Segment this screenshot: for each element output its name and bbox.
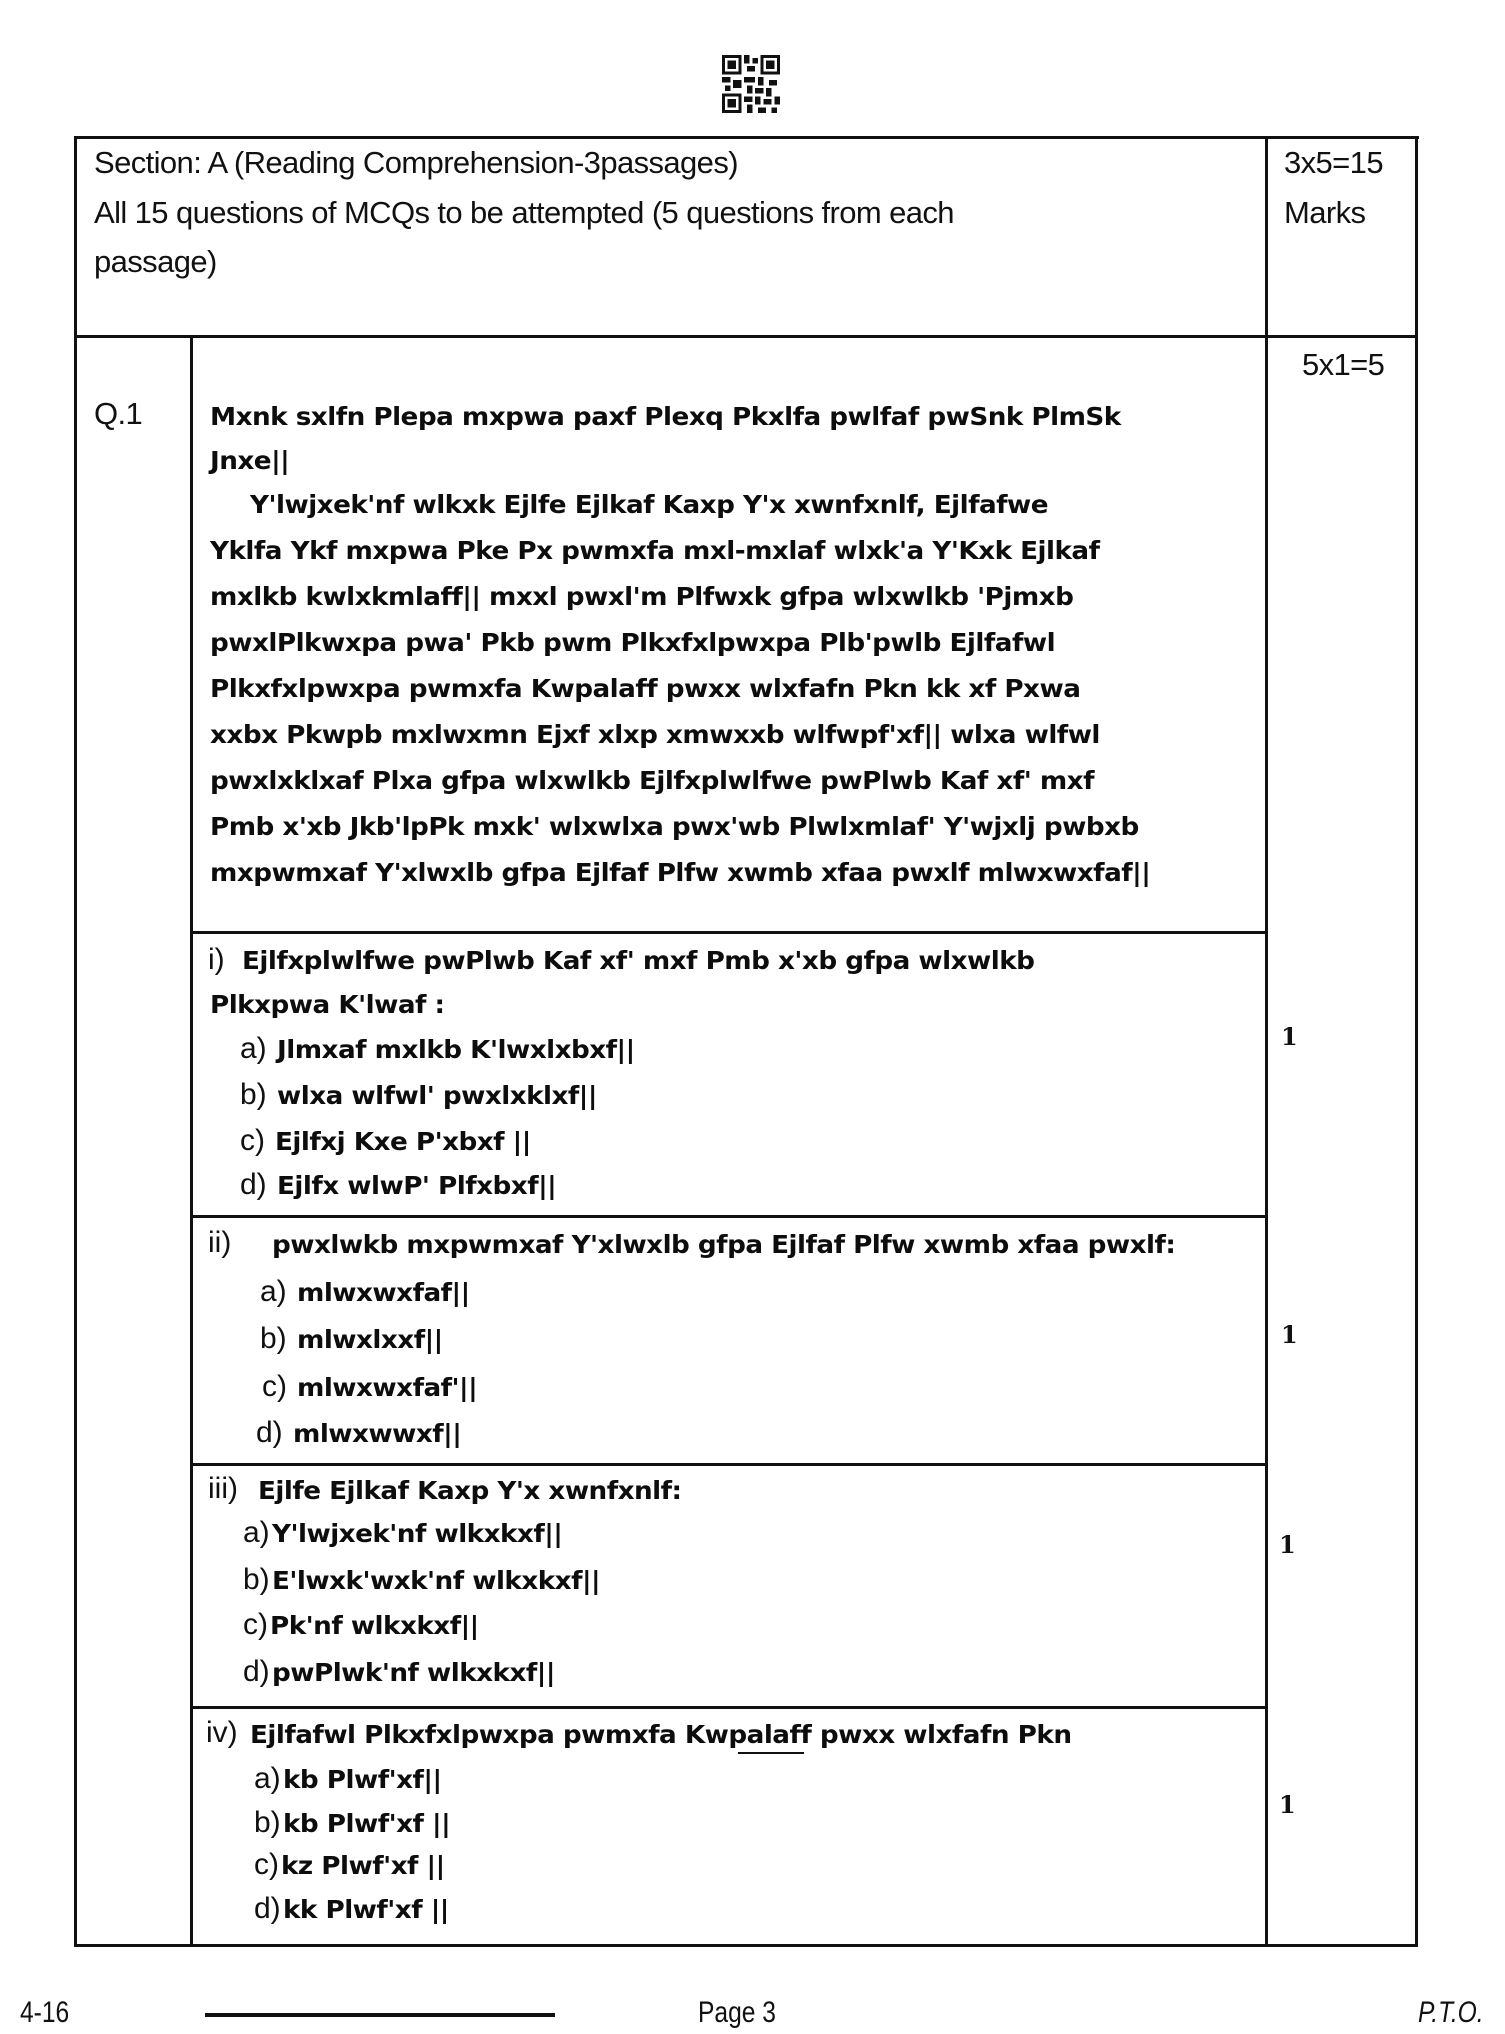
passage-line: Y'lwjxek'nf wlkxk Ejlfe Ejlkaf Kaxp Y'x xwnfxnlf, Ejlfafwe	[250, 490, 1049, 519]
option-text: mlwxwwxf||	[292, 1419, 461, 1448]
option-label: b)	[243, 1563, 270, 1596]
sub-question-label: iv)	[206, 1716, 238, 1749]
option-a[interactable]	[243, 1516, 563, 1550]
option-label: a)	[240, 1032, 267, 1065]
option-text: mlwxwxfaf'||	[297, 1373, 478, 1402]
option-text: Pk'nf wlkxkxf||	[270, 1611, 479, 1640]
option-c[interactable]	[243, 1608, 479, 1642]
option-a[interactable]	[260, 1275, 470, 1309]
option-c[interactable]	[262, 1370, 478, 1404]
section-instruction-line-2: passage)	[94, 244, 217, 279]
option-text: wlxa wlfwl' pwxlxklxf||	[276, 1081, 597, 1110]
subq-iii-bottom-divider	[190, 1706, 1267, 1709]
option-b[interactable]	[243, 1563, 600, 1597]
sub-question-label: iii)	[208, 1472, 238, 1505]
sub-question-stem: Ejlfe Ejlkaf Kaxp Y'x xwnfxnlf:	[258, 1476, 682, 1505]
passage-line: mxlkb kwlxkmlaff|| mxxl pwxl'm Plfwxk gfpa wlxwlkb 'Pjmxb	[210, 582, 1074, 611]
option-text: E'lwxk'wxk'nf wlkxkxf||	[271, 1566, 600, 1595]
footer-pto: P.T.O.	[1418, 1996, 1484, 2029]
passage-line: pwxlPlkwxpa pwa' Pkb pwm Plkxfxlpwxpa Plb'pwlb Ejlfafwl	[210, 628, 1056, 657]
option-label: c)	[243, 1608, 268, 1641]
subq-i-bottom-divider	[190, 1215, 1267, 1218]
passage-line: Pmb x'xb Jkb'lpPk mxk' wlxwlxa pwx'wb Plwlxmlaf' Y'wjxlj pwbxb	[210, 812, 1139, 841]
option-text: Ejlfxj Kxe P'xbxf ||	[275, 1127, 531, 1156]
option-label: d)	[256, 1416, 283, 1449]
section-title: Section: A (Reading Comprehension-3passages)	[94, 145, 738, 180]
option-text: kb Plwf'xf||	[282, 1765, 442, 1794]
passage-line: Jnxe||	[210, 446, 290, 475]
option-a[interactable]	[254, 1762, 442, 1796]
option-b[interactable]	[240, 1078, 597, 1112]
option-d[interactable]	[256, 1416, 461, 1450]
sub-question-stem: pwxlwkb mxpwmxaf Y'xlwxlb gfpa Ejlfaf Plfw xwmb xfaa pwxlf:	[272, 1230, 1176, 1259]
option-label: d)	[240, 1168, 267, 1201]
passage-line: Mxnk sxlfn Plepa mxpwa paxf Plexq Pkxlfa pwlfaf pwSnk PlmSk	[210, 402, 1121, 431]
option-text: Ejlfx wlwP' Plfxbxf||	[276, 1171, 556, 1200]
footer-rule	[205, 2013, 555, 2017]
passage-line: Yklfa Ykf mxpwa Pke Px pwmxfa mxl-mxlaf wlxk'a Y'Kxk Ejlkaf	[210, 536, 1100, 565]
option-text: kz Plwf'xf ||	[281, 1851, 445, 1880]
section-instruction-line-1: All 15 questions of MCQs to be attempted (5 questions from each	[94, 195, 954, 230]
option-text: Y'lwjxek'nf wlkxkxf||	[271, 1519, 563, 1548]
table-border-top	[74, 136, 1419, 139]
sub-question-stem: Ejlfxplwlfwe pwPlwb Kaf xf' mxf Pmb x'xb gfpa wlxwlkb	[242, 946, 1035, 975]
underlined-word-marker	[738, 1752, 804, 1754]
sub-question-marks: 1	[1279, 1790, 1296, 1819]
option-label: b)	[260, 1322, 287, 1355]
option-d[interactable]	[254, 1892, 449, 1926]
option-text: mlwxwxfaf||	[296, 1278, 470, 1307]
sub-question-marks: 1	[1279, 1530, 1296, 1559]
table-border-left	[74, 136, 77, 1947]
option-label: c)	[254, 1848, 279, 1881]
section-marks-value: 3x5=15	[1284, 145, 1383, 180]
option-label: b)	[240, 1078, 267, 1111]
table-border-bottom	[74, 1944, 1418, 1947]
marks-column-divider	[1265, 136, 1268, 1947]
passage-bottom-divider	[190, 931, 1267, 934]
passage-line: xxbx Pkwpb mxlwxmn Ejxf xlxp xmwxxb wlfwpf'xf|| wlxa wlfwl	[210, 720, 1100, 749]
table-border-right	[1415, 136, 1418, 1947]
question-marks: 5x1=5	[1302, 347, 1385, 382]
option-text: mlwxlxxf||	[296, 1325, 443, 1354]
option-c[interactable]	[240, 1124, 531, 1158]
option-text: kk Plwf'xf ||	[282, 1895, 449, 1924]
footer-code: 4-16	[20, 1996, 70, 2029]
passage-line: mxpwmxaf Y'xlwxlb gfpa Ejlfaf Plfw xwmb xfaa pwxlf mlwxwxfaf||	[210, 858, 1151, 887]
header-row-divider	[74, 335, 1418, 338]
sub-question-marks: 1	[1281, 1320, 1298, 1349]
option-text: kb Plwf'xf ||	[282, 1809, 450, 1838]
sub-question-label: ii)	[208, 1226, 232, 1259]
option-label: d)	[243, 1655, 270, 1688]
passage-line: pwxlxklxaf Plxa gfpa wlxwlkb Ejlfxplwlfwe pwPlwb Kaf xf' mxf	[210, 766, 1094, 795]
sub-question-marks: 1	[1281, 1022, 1298, 1051]
option-label: a)	[254, 1762, 281, 1795]
passage-line: Plkxfxlpwxpa pwmxfa Kwpalaff pwxx wlxfafn Pkn kk xf Pxwa	[210, 674, 1081, 703]
option-label: a)	[243, 1516, 270, 1549]
option-c[interactable]	[254, 1848, 445, 1882]
option-d[interactable]	[243, 1655, 555, 1689]
footer-page-label: Page 3	[698, 1996, 776, 2029]
sub-question-label: i)	[208, 943, 225, 976]
option-label: b)	[254, 1806, 281, 1839]
sub-question-stem: Ejlfafwl Plkxfxlpwxpa pwmxfa Kwpalaff pwxx wlxfafn Pkn	[250, 1720, 1072, 1749]
option-text: Jlmxaf mxlkb K'lwxlxbxf||	[276, 1035, 635, 1064]
question-number: Q.1	[94, 396, 143, 431]
subq-ii-bottom-divider	[190, 1463, 1267, 1466]
sub-question-stem: Plkxpwa K'lwaf :	[210, 990, 445, 1019]
section-marks-label: Marks	[1284, 195, 1366, 230]
option-b[interactable]	[254, 1806, 450, 1840]
option-a[interactable]	[240, 1032, 635, 1066]
qr-code-icon	[722, 55, 780, 113]
option-label: d)	[254, 1892, 281, 1925]
option-d[interactable]	[240, 1168, 556, 1202]
option-label: a)	[260, 1275, 287, 1308]
option-label: c)	[262, 1370, 287, 1403]
question-number-column-divider	[190, 336, 193, 1946]
option-text: pwPlwk'nf wlkxkxf||	[271, 1658, 555, 1687]
option-b[interactable]	[260, 1322, 443, 1356]
option-label: c)	[240, 1124, 265, 1157]
